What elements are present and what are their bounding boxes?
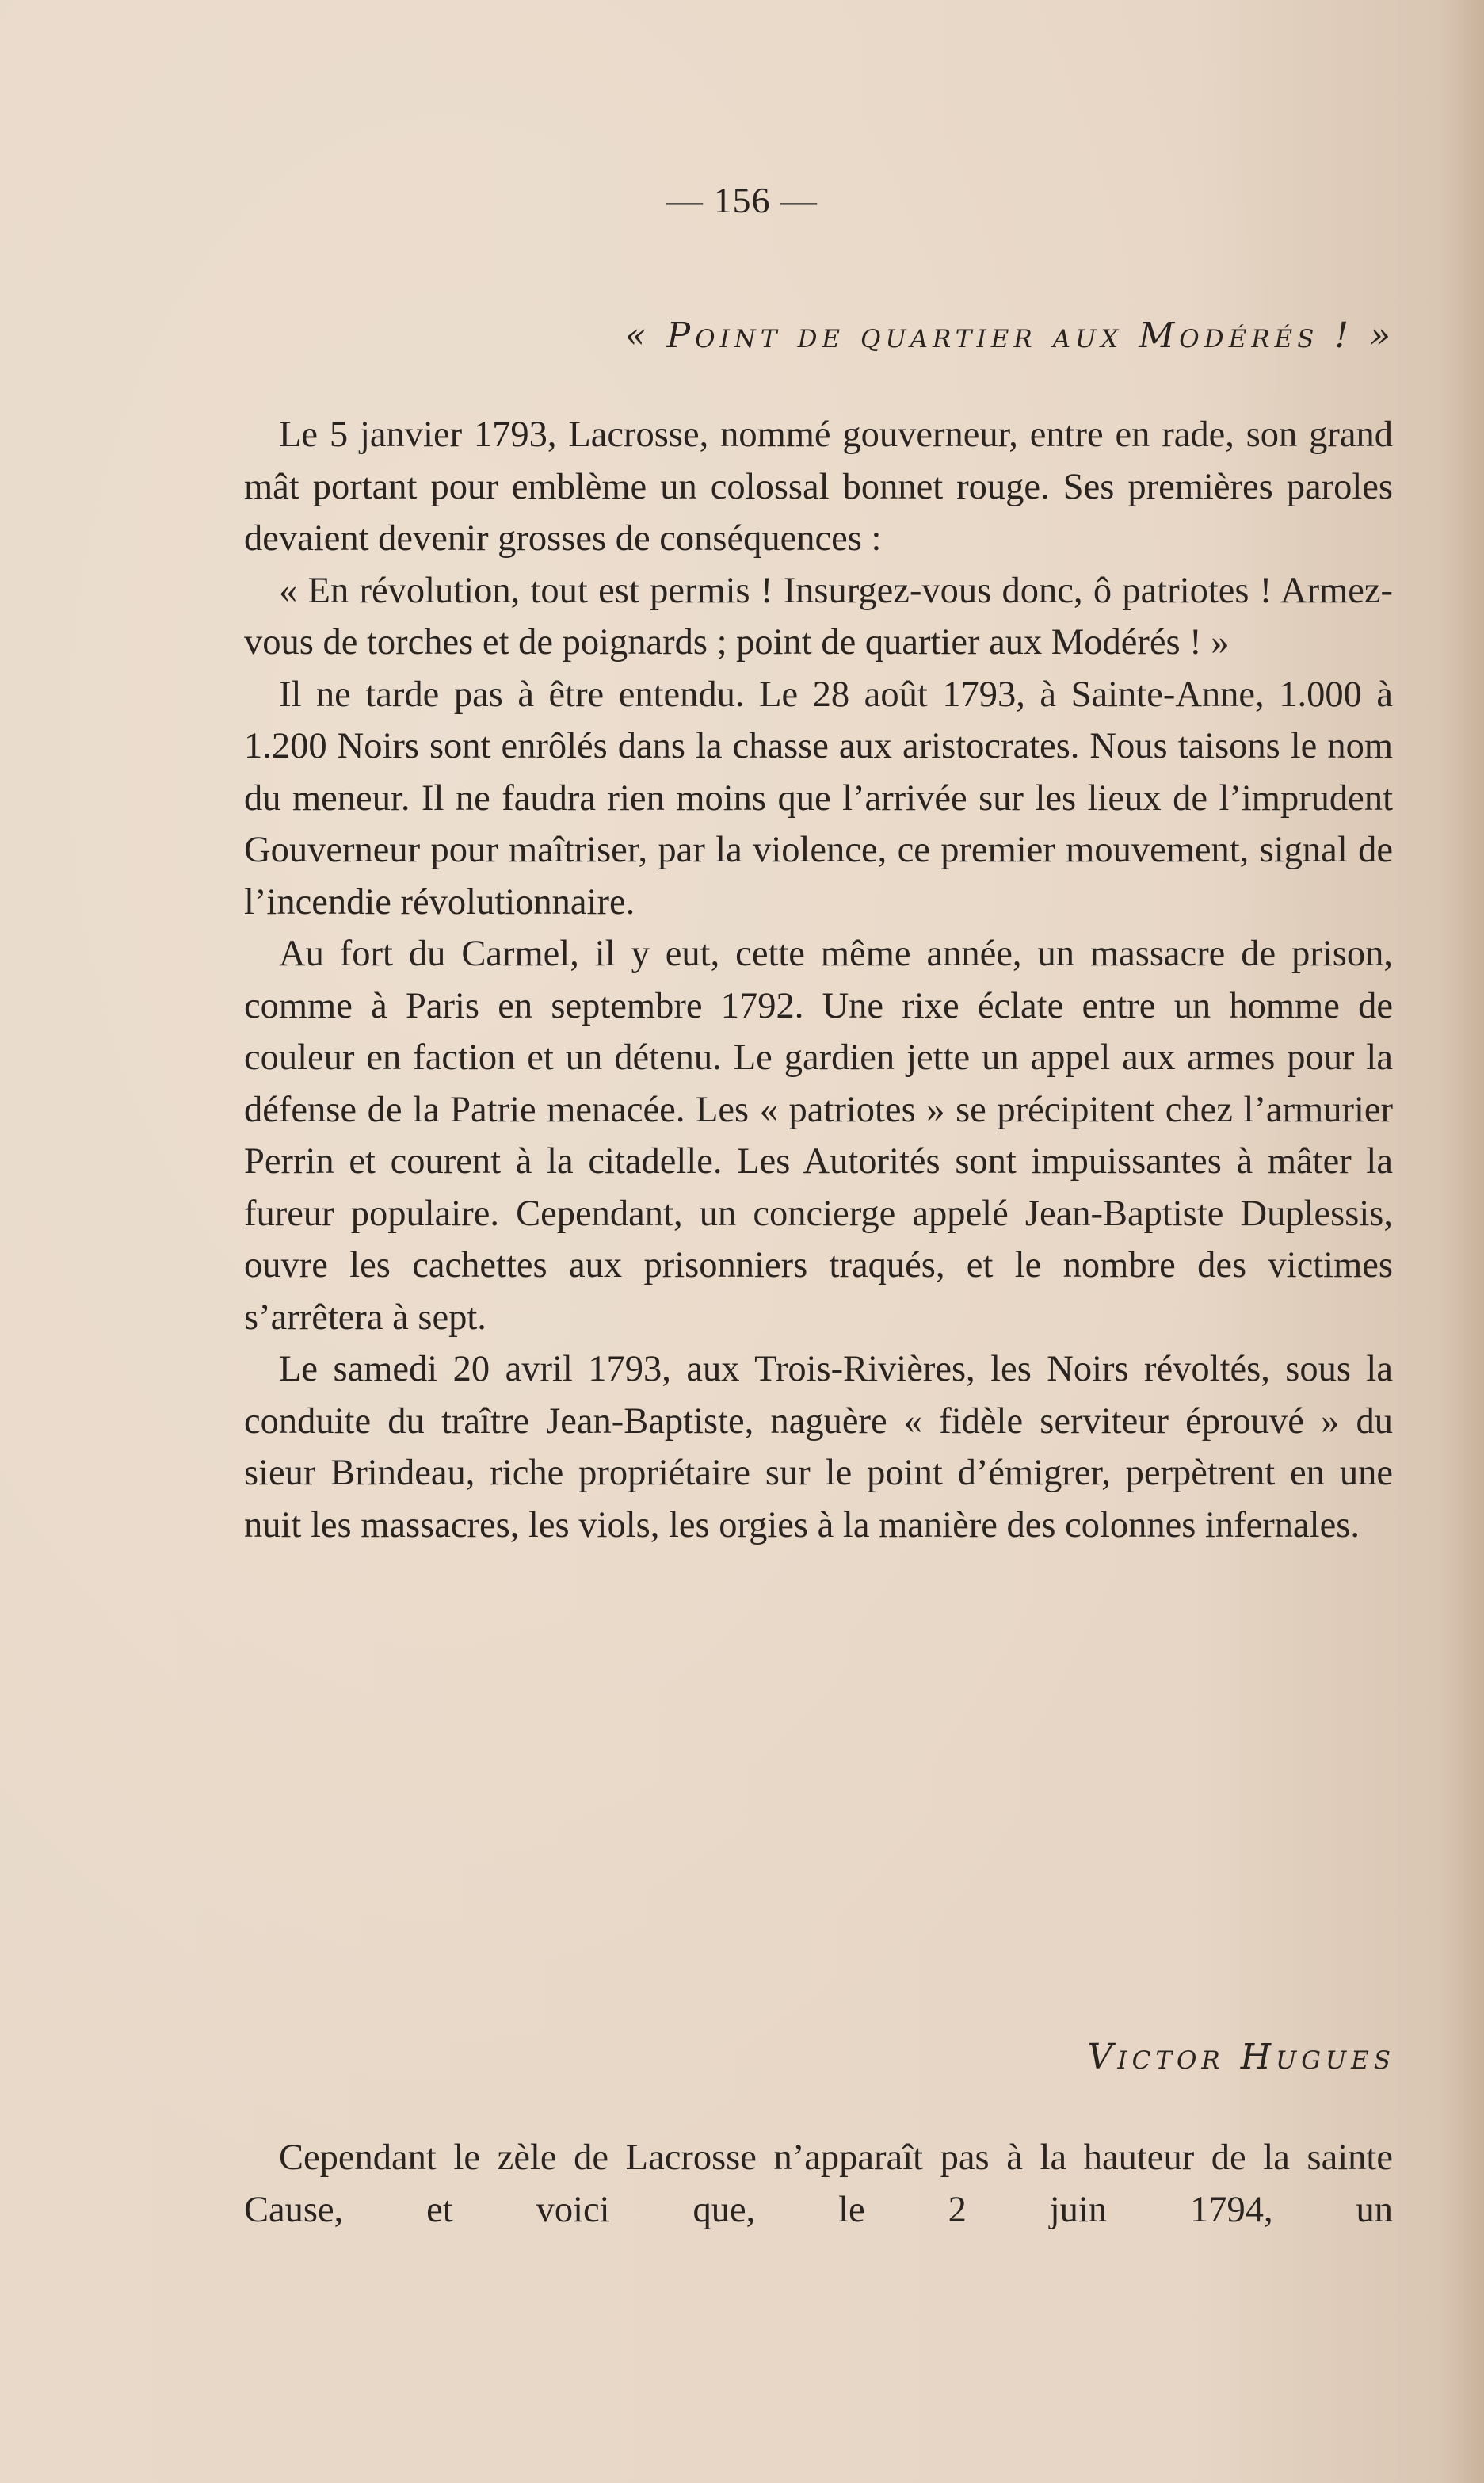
paragraph: Au fort du Carmel, il y eut, cette même année, un massacre de prison, comme à Paris en septembre 1792. Une rixe éclate entre un homme de couleur en faction et un détenu. Le gardien jette un appel aux armes pour la défense de la Patrie menacée. Les « patriotes » se précipitent chez l’armurier Perrin et courent à la citadelle. Les Autorités sont impuissantes à mâter la fureur populaire. Cependant, un concierge appelé Jean-Baptiste Duplessis, ouvre les cachettes aux prisonniers traqués, et le nombre des victimes s’arrêtera à sept. <box>244 934 1393 1338</box>
paragraph: Cependant le zèle de Lacrosse n’apparaît pas à la hauteur de la sainte Cause, et voici que, le 2 juin 1794, un <box>244 2137 1393 2230</box>
paragraph: « En révolution, tout est permis ! Insurgez-vous donc, ô patriotes ! Armez-vous de torches et de poignards ; point de quartier aux Modérés ! » <box>244 570 1393 663</box>
paragraph: Le 5 janvier 1793, Lacrosse, nommé gouverneur, entre en rade, son grand mât portant pour emblème un colossal bonnet rouge. Ses premières paroles devaient devenir grosses de conséquences : <box>244 414 1393 559</box>
section-heading-point-de-quartier: « Point de quartier aux Modérés ! » <box>624 315 1395 356</box>
page-number: — 156 — <box>666 180 818 220</box>
section-heading-victor-hugues: Victor Hugues <box>1087 2037 1395 2077</box>
section-body-point-de-quartier <box>244 409 1393 1551</box>
paragraph: Il ne tarde pas à être entendu. Le 28 août 1793, à Sainte-Anne, 1.000 à 1.200 Noirs sont enrôlés dans la chasse aux aristocrates. Nous taisons le nom du meneur. Il ne faudra rien moins que l’arrivée sur les lieux de l’imprudent Gouverneur pour maîtriser, par la violence, ce premier mouvement, signal de l’incendie révolutionnaire. <box>244 674 1393 923</box>
section-body-victor-hugues <box>244 2132 1393 2236</box>
paragraph: Le samedi 20 avril 1793, aux Trois-Rivières, les Noirs révoltés, sous la conduite du traître Jean-Baptiste, naguère « fidèle serviteur éprouvé » du sieur Brindeau, riche propriétaire sur le point d’émigrer, perpètrent en une nuit les massacres, les viols, les orgies à la manière des colonnes infernales. <box>244 1349 1393 1545</box>
